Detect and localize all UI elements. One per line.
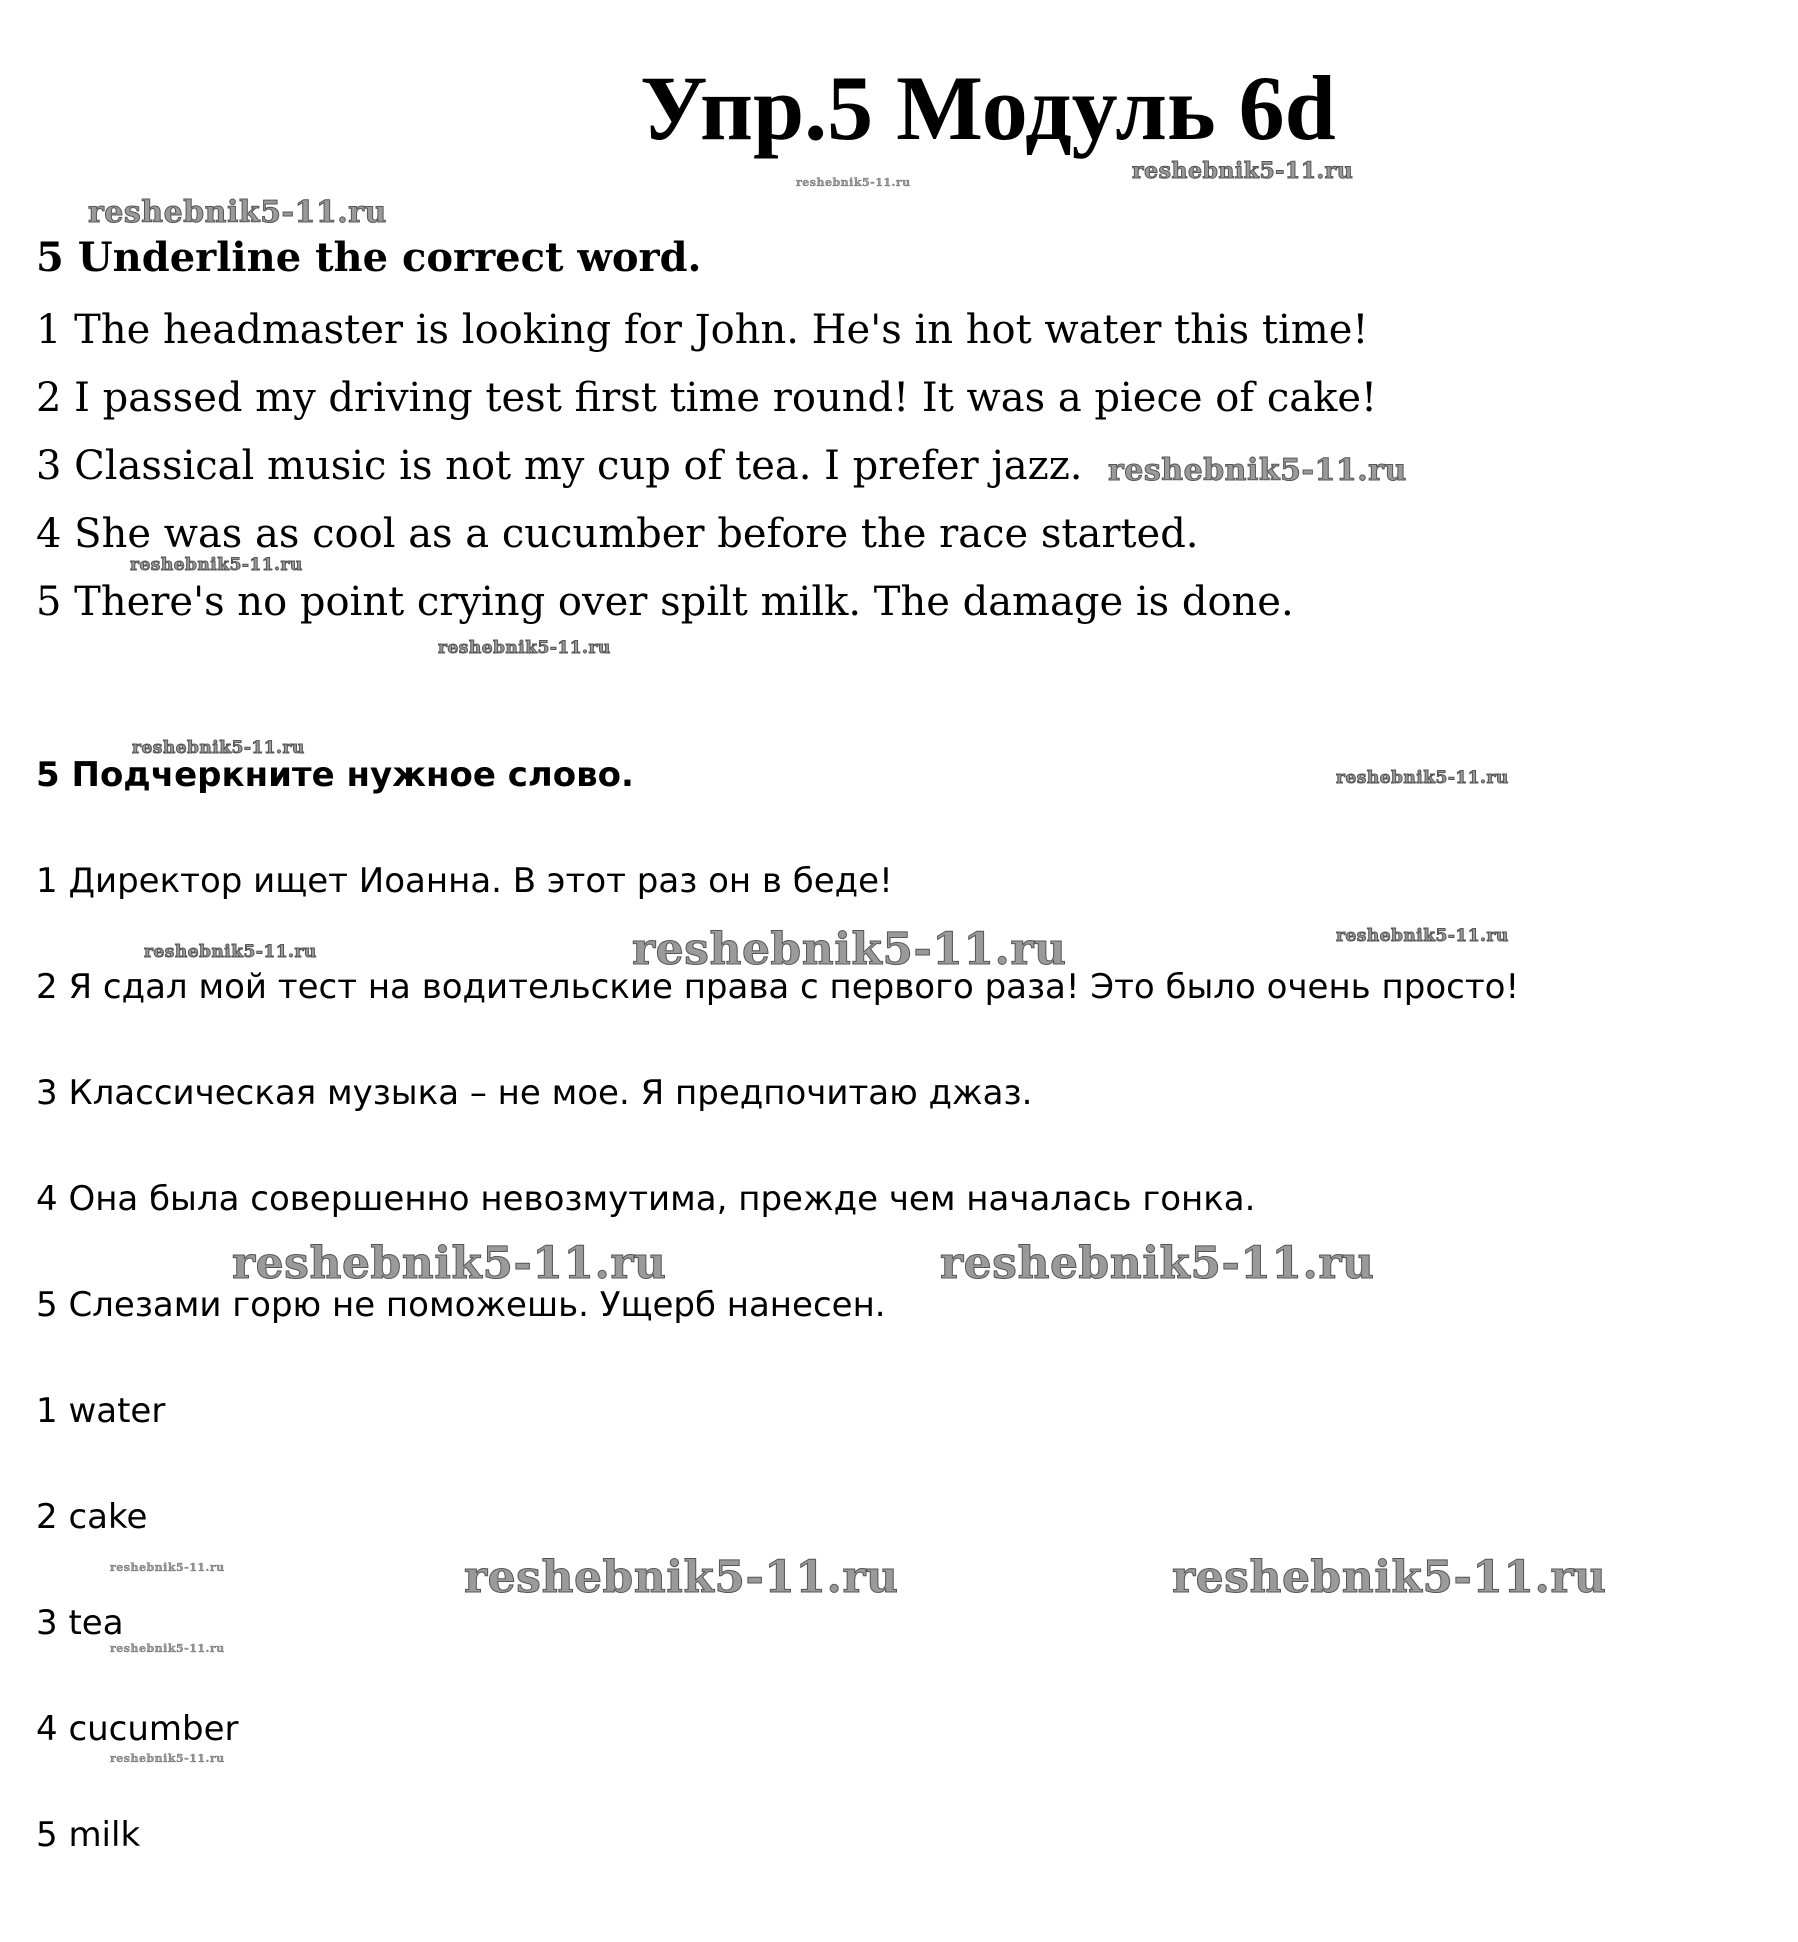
watermark: reshebnik5-11.ru bbox=[130, 555, 303, 575]
watermark: reshebnik5-11.ru bbox=[632, 924, 1067, 975]
watermark: reshebnik5-11.ru bbox=[438, 638, 611, 658]
watermark: reshebnik5-11.ru bbox=[1336, 926, 1509, 946]
watermark: reshebnik5-11.ru bbox=[1336, 768, 1509, 788]
watermark: reshebnik5-11.ru bbox=[232, 1238, 667, 1289]
english-line-4: 4 She was as cool as a cucumber before the race started. bbox=[36, 511, 1199, 557]
answer-2: 2 cake bbox=[36, 1497, 148, 1537]
russian-heading: 5 Подчеркните нужное слово. bbox=[36, 755, 634, 795]
watermark: reshebnik5-11.ru bbox=[1172, 1552, 1607, 1603]
russian-line-1: 1 Директор ищет Иоанна. В этот раз он в беде! bbox=[36, 861, 893, 901]
english-heading: 5 Underline the correct word. bbox=[36, 234, 702, 281]
watermark: reshebnik5-11.ru bbox=[110, 1561, 225, 1574]
answer-4: 4 cucumber bbox=[36, 1709, 239, 1749]
watermark: reshebnik5-11.ru bbox=[132, 738, 305, 758]
answer-3: 3 tea bbox=[36, 1603, 124, 1643]
watermark: reshebnik5-11.ru bbox=[464, 1552, 899, 1603]
answer-1: 1 water bbox=[36, 1391, 166, 1431]
english-line-2: 2 I passed my driving test first time round! It was a piece of cake! bbox=[36, 375, 1378, 421]
russian-line-5: 5 Слезами горю не поможешь. Ущерб нанесен. bbox=[36, 1285, 886, 1325]
russian-line-3: 3 Классическая музыка – не мое. Я предпочитаю джаз. bbox=[36, 1073, 1033, 1113]
watermark: reshebnik5-11.ru bbox=[1132, 158, 1354, 184]
answer-5: 5 milk bbox=[36, 1815, 141, 1855]
russian-line-4: 4 Она была совершенно невозмутима, прежде чем началась гонка. bbox=[36, 1179, 1256, 1219]
watermark: reshebnik5-11.ru bbox=[110, 1642, 225, 1655]
watermark: reshebnik5-11.ru bbox=[796, 176, 911, 189]
english-line-1: 1 The headmaster is looking for John. He's in hot water this time! bbox=[36, 307, 1369, 353]
english-line-3: 3 Classical music is not my cup of tea. I prefer jazz. bbox=[36, 443, 1083, 489]
page-title: Упр.5 Модуль 6d bbox=[640, 57, 1336, 159]
english-line-5: 5 There's no point crying over spilt milk. The damage is done. bbox=[36, 579, 1294, 625]
russian-line-2: 2 Я сдал мой тест на водительские права с первого раза! Это было очень просто! bbox=[36, 967, 1520, 1007]
watermark: reshebnik5-11.ru bbox=[940, 1238, 1375, 1289]
watermark: reshebnik5-11.ru bbox=[88, 195, 387, 230]
watermark: reshebnik5-11.ru bbox=[110, 1752, 225, 1765]
watermark: reshebnik5-11.ru bbox=[1108, 453, 1407, 488]
watermark: reshebnik5-11.ru bbox=[144, 942, 317, 962]
